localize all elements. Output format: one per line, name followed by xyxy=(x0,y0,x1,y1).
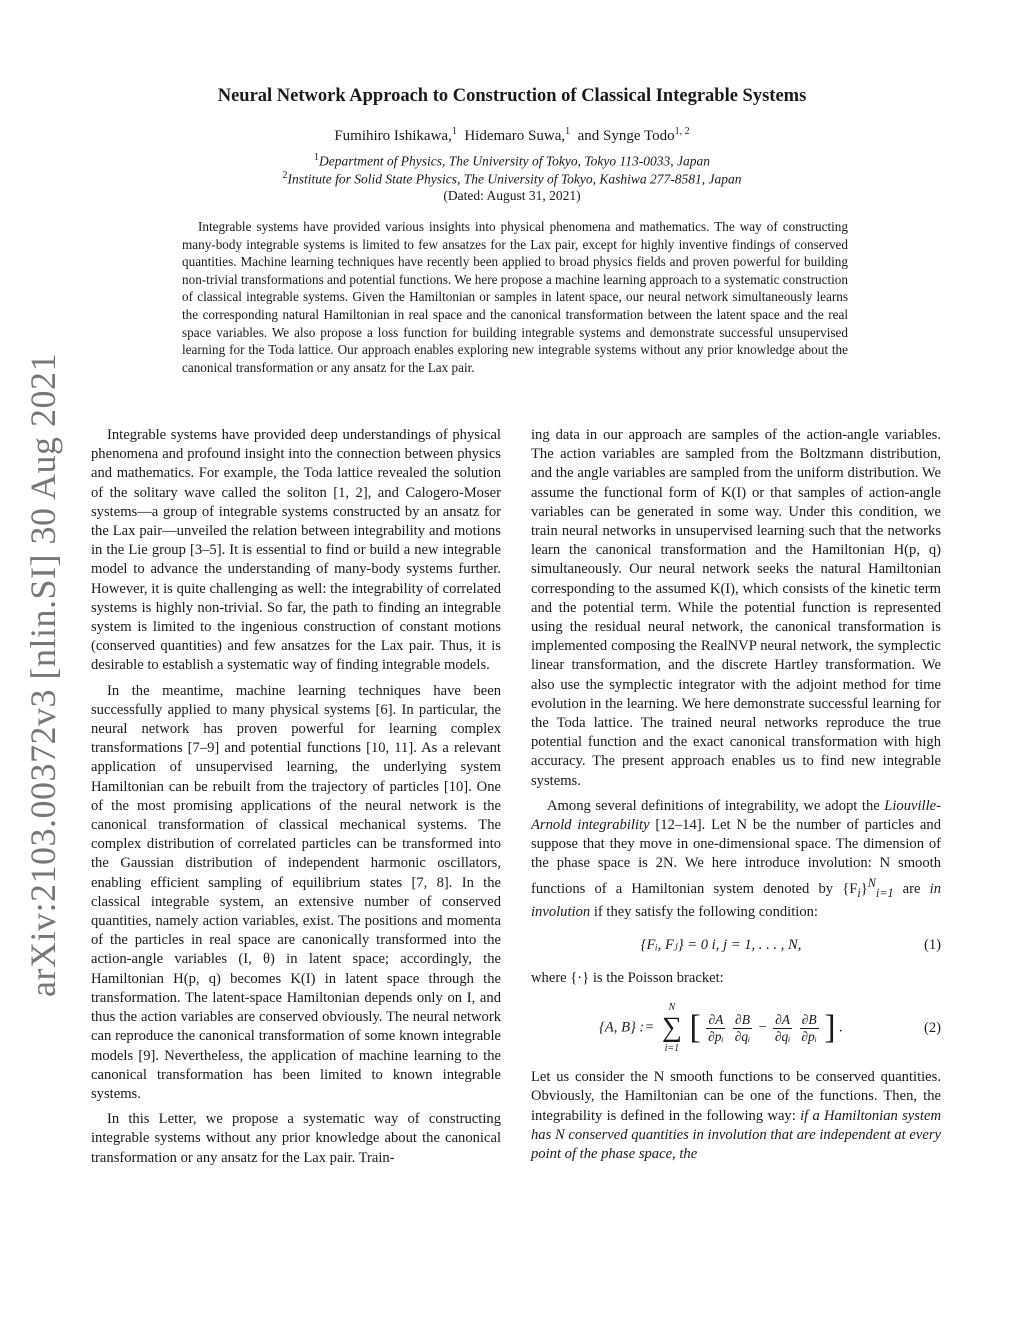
summation xyxy=(662,1002,682,1054)
body-paragraph: In this Letter, we propose a systematic way of constructing integrable systems without any prior knowledge about the canonical transformation or any ansatz for the Lax pair. Train- xyxy=(91,1111,501,1166)
fraction xyxy=(800,1012,819,1045)
arxiv-identifier-stamp xyxy=(15,355,70,995)
text-run: [12–14]. Let N be the number of particles and suppose that they move in one-dimensional space. The dimension of the phase space is 2N. We here introduce involution: N smooth functions of a Hamiltonian system denoted by {F xyxy=(531,817,941,897)
sum-upper-limit: N xyxy=(668,1002,676,1014)
numerator: ∂B xyxy=(735,1011,750,1027)
affiliation-marker: 1 xyxy=(314,152,320,163)
body-paragraph: ing data in our approach are samples of the action-angle variables. The action variables are sampled from the Boltzmann distribution, and the angle variables are sampled from the uniform distribution. We assume the functional form of K(I) or that samples of action-angle variables can be generated in some way. Under this condition, we train neural networks in unsupervised learning such that the networks learn the canonical transformation and the Hamiltonian H(p, q) simultaneously. Our neural network seeks the natural Hamiltonian corresponding to the assumed K(I), which consists of the kinetic term and the potential term. While the potential function is represented using the residual neural network, the canonical transformation is implemented composing the RealNVP neural network, the symplectic linear transformation, and the discrete Hartley transformation. We also use the symplectic integrator with the adjoint method for time evolution in the learning. We here demonstrate successful learning for the Toda lattice. The trained neural networks reproduce the true potential function and the exact canonical transformation with high accuracy. The present approach enables us to find new integrable systems. xyxy=(531,427,941,789)
date-line: (Dated: August 31, 2021) xyxy=(443,188,581,203)
text-run: if they satisfy the following condition: xyxy=(590,903,818,920)
body-paragraph xyxy=(531,1068,941,1164)
period: . xyxy=(839,1019,843,1036)
affiliation-marker: 1, 2 xyxy=(674,126,690,137)
abstract: Integrable systems have provided various insights into physical phenomena and mathematics. The way of constructing many-body integrable systems is limited to few ansatzes for the Lax pair, except for highly inventive findings of conserved quantities. Machine learning techniques have recently been applied to broad physics fields and proven powerful for building non-trivial transformations and potential functions. We here propose a machine learning approach to a systematic construction of classical integrable systems. Given the Hamiltonian or samples in latent space, our neural network simultaneously learns the corresponding natural Hamiltonian in real space and the canonical transformation between the latent space and the real space variables. We also propose a loss function for building integrable systems and demonstrate successful unsupervised learning for the Toda lattice. Our approach enables exploring new integrable systems without any prior knowledge about the canonical transformation or any ansatz for the Lax pair. xyxy=(182,219,848,375)
fraction xyxy=(733,1012,752,1045)
body-paragraph: In the meantime, machine learning techniques have been successfully applied to many physical systems [6]. In particular, the neural network has proven powerful for learning complex transformations [7–9] and potential functions [10, 11]. As a relevant application of unsupervised learning, the underlying system Hamiltonian can be rebuilt from the trajectory of particles [10]. One of the most promising applications of the neural network is the canonical transformation of classical mechanical systems. The complex distribution of correlated particles can be transformed into the Gaussian distribution of independent harmonic oscillators, enabling efficient sampling of equilibrium states [7, 8]. In the classical integrable system, an extensive number of conserved quantities, namely action variables, exist. The positions and momenta of the particles in real space are canonically transformed into the action-angle variables (I, θ) in latent space; accordingly, the Hamiltonian H(p, q) becomes K(I) in latent space through the transformation. The latent-space Hamiltonian depends only on I, and thus the action variables are conserved obviously. The neural network can reproduce the canonical transformation of some known integrable models [9]. Nevertheless, the application of machine learning to the canonical transformation has been limited to known integrable systems. xyxy=(91,682,501,1102)
affiliation-text: Institute for Solid State Physics, The University of Tokyo, Kashiwa 277-8581, Japan xyxy=(287,171,742,187)
numerator: ∂A xyxy=(708,1011,724,1027)
author-name: and Synge Todo xyxy=(577,128,675,144)
denominator: ∂pᵢ xyxy=(708,1028,724,1044)
affiliation-line xyxy=(0,152,1024,170)
numerator: ∂B xyxy=(801,1011,817,1027)
equation-body: {Fᵢ, Fⱼ} = 0 i, j = 1, . . . , N, xyxy=(640,936,802,953)
equation-1 xyxy=(531,936,941,955)
affiliation-marker: 2 xyxy=(282,170,288,181)
fraction xyxy=(773,1012,792,1045)
equation-2 xyxy=(531,1002,941,1054)
body-paragraph xyxy=(531,797,941,922)
subscript: i xyxy=(857,885,861,900)
superscript: N xyxy=(867,875,876,890)
sum-lower-limit: i=1 xyxy=(664,1043,680,1055)
denominator: ∂pᵢ xyxy=(801,1028,817,1044)
left-column xyxy=(91,426,501,1174)
arxiv-identifier-text: arXiv:2103.00372v3 [nlin.SI] 30 Aug 2021 xyxy=(22,353,63,997)
affiliation-line xyxy=(0,170,1024,188)
affiliation-marker: 1 xyxy=(565,126,571,137)
body-paragraph: where {·} is the Poisson bracket: xyxy=(531,970,724,987)
numerator: ∂A xyxy=(775,1011,791,1027)
left-bracket: [ xyxy=(689,1009,701,1047)
paper-title: Neural Network Approach to Construction of Classical Integrable Systems xyxy=(217,86,807,106)
text-run: Let us consider the N smooth functions to be conserved quantities. Obviously, the Hamiltonian can be one of the functions. Then, the integrability is defined in the following way: xyxy=(531,1069,941,1124)
denominator: ∂qᵢ xyxy=(734,1028,751,1044)
author-name: Hidemaro Suwa, xyxy=(464,128,566,144)
text-run: are xyxy=(893,880,930,897)
equation-lhs: {A, B} := xyxy=(599,1019,655,1036)
fraction xyxy=(706,1012,725,1045)
subscript: i=1 xyxy=(875,885,894,900)
equation-number: (1) xyxy=(923,936,941,953)
right-column xyxy=(531,426,941,1170)
affiliation-marker: 1 xyxy=(451,126,457,137)
text-run: } xyxy=(860,880,868,897)
author-list xyxy=(0,126,1024,145)
equation-number: (2) xyxy=(923,1019,941,1036)
emphasis-text: if a Hamiltonian system has N conserved quantities in involution that are independent at every point of the phase space, the xyxy=(531,1107,941,1163)
author-name: Fumihiro Ishikawa, xyxy=(334,128,452,144)
emphasis-text: Liouville-Arnold integrability xyxy=(531,797,941,834)
sum-symbol: ∑ xyxy=(661,1012,682,1044)
equation-body xyxy=(531,1002,911,1054)
minus-sign: − xyxy=(757,1019,768,1036)
emphasis-text: in involution xyxy=(531,880,941,920)
denominator: ∂qᵢ xyxy=(774,1028,791,1044)
affiliation-text: Department of Physics, The University of Tokyo, Tokyo 113-0033, Japan xyxy=(319,153,710,169)
body-paragraph: Integrable systems have provided deep understandings of physical phenomena and profound insight into the connection between physics and mathematics. For example, the Toda lattice revealed the solution of the solitary wave called the soliton [1, 2], and Calogero-Moser systems—a group of integrable systems constructed by an ansatz for the Lax pair—unveiled the relation between integrability and motions in the Lie group [3–5]. It is essential to find or build a new integrable model to advance the understanding of many-body systems further. However, it is quite challenging as well: the integrability of correlated systems is highly non-trivial. So far, the path to finding an integrable system is limited to the ingenious construction of constant motions (conserved quantities) and few ansatzes for the Lax pair. Thus, it is desirable to establish a systematic way of finding integrable models. xyxy=(91,427,501,674)
right-bracket: ] xyxy=(824,1009,836,1047)
text-run: Among several definitions of integrability, we adopt the xyxy=(547,797,885,814)
